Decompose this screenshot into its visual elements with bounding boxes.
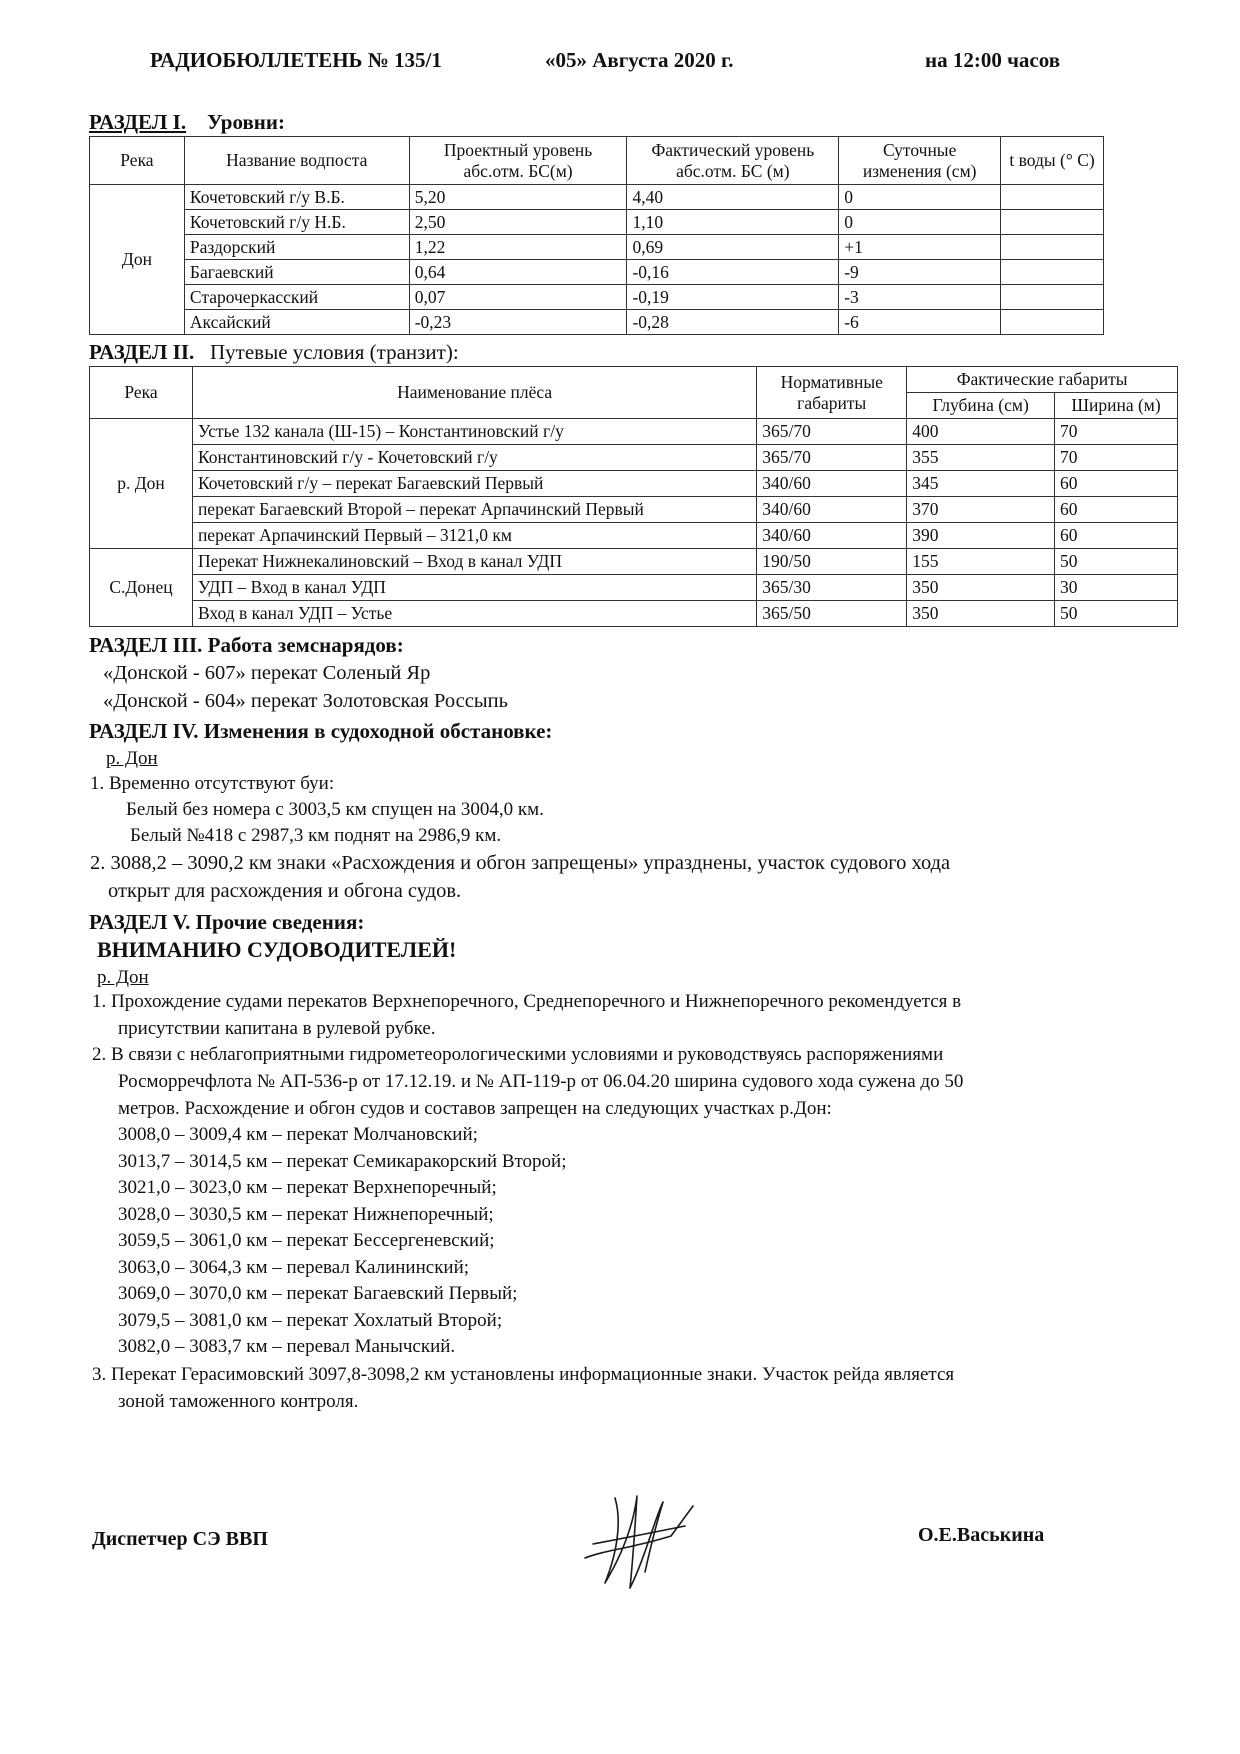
width-cell: 60 xyxy=(1055,471,1178,497)
norm-cell: 190/50 xyxy=(757,549,907,575)
col-depth: Глубина (см) xyxy=(907,393,1055,419)
section1-title: Уровни: xyxy=(207,110,285,134)
river-cell: Дон xyxy=(90,185,185,335)
table-row xyxy=(90,310,1104,335)
norm-cell: 340/60 xyxy=(757,523,907,549)
stretch-cell: Константиновский г/у - Кочетовский г/у xyxy=(192,445,756,471)
temp-cell xyxy=(1001,185,1104,210)
change-cell: -3 xyxy=(839,285,1001,310)
section4-item2-line1: 2. 3088,2 – 3090,2 км знаки «Расхождения и обгон запрещены» упразднены, участок судового хода xyxy=(90,852,951,874)
depth-cell: 345 xyxy=(907,471,1055,497)
temp-cell xyxy=(1001,285,1104,310)
section4-item1: 1. Временно отсутствуют буи: xyxy=(90,773,335,794)
col-norm-dimensions: Нормативные габариты xyxy=(757,367,907,419)
stretch-cell: Вход в канал УДП – Устье xyxy=(192,601,756,627)
actual-cell: -0,28 xyxy=(627,310,839,335)
col-river: Река xyxy=(90,367,193,419)
norm-cell: 365/50 xyxy=(757,601,907,627)
depth-cell: 390 xyxy=(907,523,1055,549)
temp-cell xyxy=(1001,235,1104,260)
depth-cell: 350 xyxy=(907,601,1055,627)
stretch-cell: перекат Багаевский Второй – перекат Арпачинский Первый xyxy=(192,497,756,523)
table-row xyxy=(90,235,1104,260)
post-cell: Багаевский xyxy=(184,260,409,285)
attention-heading: ВНИМАНИЮ СУДОВОДИТЕЛЕЙ! xyxy=(97,937,457,962)
section4-item1-b: Белый №418 с 2987,3 км поднят на 2986,9 км. xyxy=(130,825,502,846)
paragraph3-line1: 3. Перекат Герасимовский 3097,8-3098,2 км установлены информационные знаки. Участок рейда является xyxy=(92,1364,955,1385)
section4-item1-a: Белый без номера с 3003,5 км спущен на 3004,0 км. xyxy=(126,799,544,820)
table-row xyxy=(90,497,1178,523)
post-cell: Кочетовский г/у Н.Б. xyxy=(184,210,409,235)
restricted-stretch: 3013,7 – 3014,5 км – перекат Семикаракорский Второй; xyxy=(118,1151,567,1172)
paragraph2-line3: метров. Расхождение и обгон судов и составов запрещен на следующих участках р.Дон: xyxy=(118,1098,832,1119)
actual-cell: 1,10 xyxy=(627,210,839,235)
col-actual-dimensions: Фактические габариты xyxy=(907,367,1178,393)
temp-cell xyxy=(1001,260,1104,285)
project-cell: -0,23 xyxy=(409,310,627,335)
levels-header-row xyxy=(90,137,1104,185)
restricted-stretch: 3063,0 – 3064,3 км – перевал Калининский; xyxy=(118,1257,470,1278)
section4-title: РАЗДЕЛ IV. Изменения в судоходной обстановке: xyxy=(89,719,553,743)
project-cell: 5,20 xyxy=(409,185,627,210)
section5-title: РАЗДЕЛ V. Прочие сведения: xyxy=(89,910,365,934)
width-cell: 50 xyxy=(1055,549,1178,575)
depth-cell: 355 xyxy=(907,445,1055,471)
actual-cell: 0,69 xyxy=(627,235,839,260)
temp-cell xyxy=(1001,310,1104,335)
paragraph1-line1: 1. Прохождение судами перекатов Верхнепоречного, Среднепоречного и Нижнепоречного рекомендуется в xyxy=(92,991,962,1012)
section3-title: РАЗДЕЛ III. Работа земснарядов: xyxy=(89,633,404,657)
table-row xyxy=(90,575,1178,601)
change-cell: 0 xyxy=(839,185,1001,210)
norm-cell: 340/60 xyxy=(757,471,907,497)
norm-cell: 365/30 xyxy=(757,575,907,601)
levels-table xyxy=(89,136,1104,335)
section1-label: РАЗДЕЛ I. xyxy=(89,110,187,134)
paragraph2-line1: 2. В связи с неблагоприятными гидрометеорологическими условиями и руководствуясь распоряжениями xyxy=(92,1044,944,1065)
width-cell: 60 xyxy=(1055,523,1178,549)
dredger-item: «Донской - 607» перекат Соленый Яр xyxy=(103,662,431,684)
depth-cell: 400 xyxy=(907,419,1055,445)
stretch-cell: Кочетовский г/у – перекат Багаевский Первый xyxy=(192,471,756,497)
section2-heading xyxy=(89,340,459,365)
depth-cell: 370 xyxy=(907,497,1055,523)
col-river: Река xyxy=(90,137,185,185)
actual-cell: 4,40 xyxy=(627,185,839,210)
width-cell: 70 xyxy=(1055,445,1178,471)
width-cell: 60 xyxy=(1055,497,1178,523)
actual-cell: -0,16 xyxy=(627,260,839,285)
section2-title: Путевые условия (транзит): xyxy=(210,340,459,364)
project-cell: 2,50 xyxy=(409,210,627,235)
paragraph3-line2: зоной таможенного контроля. xyxy=(118,1391,359,1412)
restricted-stretch: 3059,5 – 3061,0 км – перекат Бессергеневский; xyxy=(118,1230,495,1251)
bulletin-time: на 12:00 часов xyxy=(925,48,1061,72)
table-row xyxy=(90,445,1178,471)
post-cell: Аксайский xyxy=(184,310,409,335)
bulletin-title: РАДИОБЮЛЛЕТЕНЬ № 135/1 xyxy=(150,48,442,72)
table-row xyxy=(90,549,1178,575)
table-row xyxy=(90,471,1178,497)
paragraph1-line2: присутствии капитана в рулевой рубке. xyxy=(118,1018,436,1039)
post-cell: Раздорский xyxy=(184,235,409,260)
change-cell: -9 xyxy=(839,260,1001,285)
bulletin-date: «05» Августа 2020 г. xyxy=(545,48,734,72)
project-cell: 1,22 xyxy=(409,235,627,260)
handwritten-signature xyxy=(575,1488,705,1598)
section4-river: р. Дон xyxy=(106,748,158,769)
dispatcher-name: О.Е.Васькина xyxy=(918,1524,1045,1546)
temp-cell xyxy=(1001,210,1104,235)
width-cell: 50 xyxy=(1055,601,1178,627)
section1-heading xyxy=(89,110,285,135)
col-project-level: Проектный уровень абс.отм. БС(м) xyxy=(409,137,627,185)
transit-table xyxy=(89,366,1178,627)
paragraph2-line2: Росморречфлота № АП-536-р от 17.12.19. и № АП-119-р от 06.04.20 ширина судового хода сужена до 50 xyxy=(118,1071,964,1092)
depth-cell: 350 xyxy=(907,575,1055,601)
width-cell: 70 xyxy=(1055,419,1178,445)
depth-cell: 155 xyxy=(907,549,1055,575)
dredger-item: «Донской - 604» перекат Золотовская Россыпь xyxy=(103,690,508,712)
actual-cell: -0,19 xyxy=(627,285,839,310)
table-row xyxy=(90,285,1104,310)
col-actual-level: Фактический уровень абс.отм. БС (м) xyxy=(627,137,839,185)
change-cell: -6 xyxy=(839,310,1001,335)
table-row xyxy=(90,260,1104,285)
norm-cell: 365/70 xyxy=(757,419,907,445)
river-cell: С.Донец xyxy=(90,549,193,627)
restricted-stretch: 3008,0 – 3009,4 км – перекат Молчановский; xyxy=(118,1124,478,1145)
stretch-cell: УДП – Вход в канал УДП xyxy=(192,575,756,601)
table-row xyxy=(90,185,1104,210)
col-water-temp: t воды (° С) xyxy=(1001,137,1104,185)
section5-river: р. Дон xyxy=(97,967,149,988)
table-row xyxy=(90,210,1104,235)
post-cell: Старочеркасский xyxy=(184,285,409,310)
section4-item2-line2: открыт для расхождения и обгона судов. xyxy=(108,880,462,902)
table-row xyxy=(90,601,1178,627)
project-cell: 0,07 xyxy=(409,285,627,310)
col-daily-change: Суточные изменения (см) xyxy=(839,137,1001,185)
change-cell: 0 xyxy=(839,210,1001,235)
stretch-cell: перекат Арпачинский Первый – 3121,0 км xyxy=(192,523,756,549)
dispatcher-position: Диспетчер СЭ ВВП xyxy=(92,1528,268,1550)
river-cell: р. Дон xyxy=(90,419,193,549)
restricted-stretch: 3082,0 – 3083,7 км – перевал Манычский. xyxy=(118,1336,456,1357)
stretch-cell: Устье 132 канала (Ш-15) – Константиновский г/у xyxy=(192,419,756,445)
restricted-stretch: 3021,0 – 3023,0 км – перекат Верхнепоречный; xyxy=(118,1177,497,1198)
table-row xyxy=(90,523,1178,549)
col-stretch: Наименование плёса xyxy=(192,367,756,419)
post-cell: Кочетовский г/у В.Б. xyxy=(184,185,409,210)
width-cell: 30 xyxy=(1055,575,1178,601)
transit-header-row xyxy=(90,367,1178,393)
table-row xyxy=(90,419,1178,445)
restricted-stretch: 3069,0 – 3070,0 км – перекат Багаевский Первый; xyxy=(118,1283,518,1304)
restricted-stretch: 3028,0 – 3030,5 км – перекат Нижнепоречный; xyxy=(118,1204,494,1225)
project-cell: 0,64 xyxy=(409,260,627,285)
restricted-stretch: 3079,5 – 3081,0 км – перекат Хохлатый Второй; xyxy=(118,1310,503,1331)
norm-cell: 340/60 xyxy=(757,497,907,523)
change-cell: +1 xyxy=(839,235,1001,260)
col-post: Название водпоста xyxy=(184,137,409,185)
col-width: Ширина (м) xyxy=(1055,393,1178,419)
section2-label: РАЗДЕЛ II. xyxy=(89,340,195,364)
stretch-cell: Перекат Нижнекалиновский – Вход в канал УДП xyxy=(192,549,756,575)
norm-cell: 365/70 xyxy=(757,445,907,471)
